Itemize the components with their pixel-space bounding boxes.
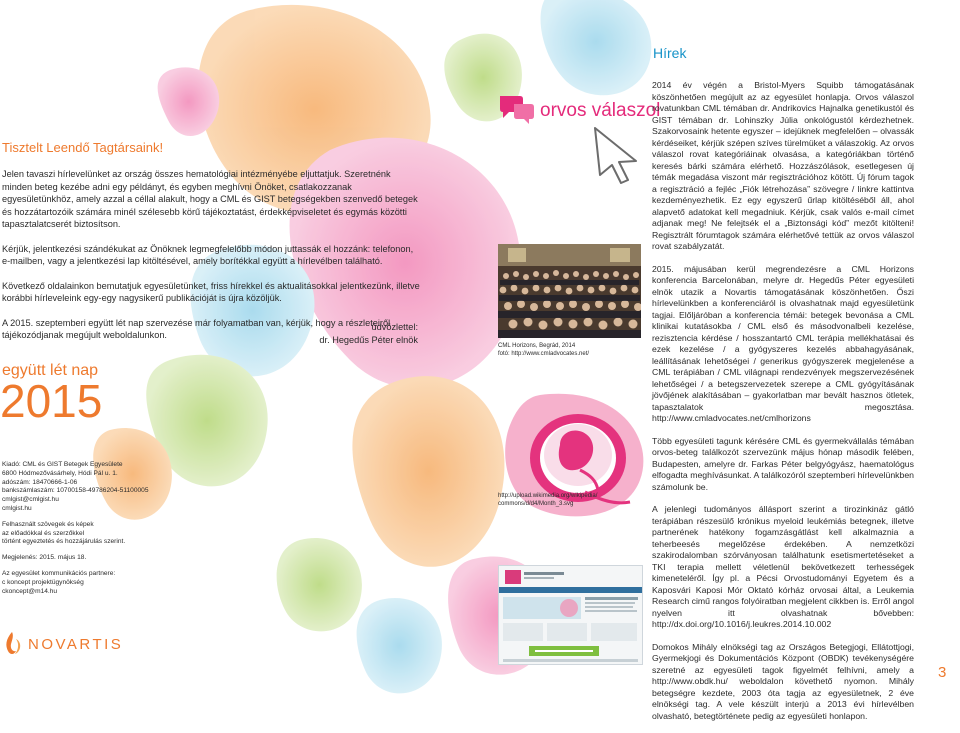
greeting-heading: Tisztelt Leendő Tagtársaink!: [2, 140, 164, 155]
illustration-source-link[interactable]: commons/d/d4/Month_3.svg: [498, 501, 574, 507]
blob-blue-top: [541, 0, 652, 95]
imprint-line: az előadókkal és szerzőkkel: [2, 529, 85, 537]
novartis-flame-icon: [2, 631, 22, 657]
intro-paragraph: Kérjük, jelentkezési szándékukat az Önöknek legmegfelelőbb módon juttassák el hozzánk: telefonon, e-mailben, vagy a jelentkezési lap kitöltésével, amely borítékkal együtt a hírlevélben található.: [2, 243, 414, 266]
novartis-wordmark: NOVARTIS: [28, 635, 124, 653]
signature-name: dr. Hegedűs Péter elnök: [319, 334, 418, 345]
imprint-published: Megjelenés: 2015. május 18.: [2, 554, 87, 562]
conference-group-photo: [498, 244, 641, 338]
news-paragraph: 2014 év végén a Bristol-Myers Squibb támogatásának köszönhetően megújult az az egyesület honlapja. Orvos válaszol rovatunkban CML témában dr. Andrikovics Hajnalka genetikustól és GIST témában dr. Lohinszky Júlia onkológustól kérdezhetnek. Szakorvosaink hetente egyszer – idejüknek megfelelően – olvassák kérdéseiket, kérjük szépen szíves türelmüket a válaszokig. Az orvos válaszol rovat kategóriáinak olvasása, a kategóriákban történő keresés bárki számára elérhető. Hozzászólások, esetlegesen új témák megadása viszont már regisztrációhoz kötött. Új fórum tagok a regisztráció a fejléc „Fiók létrehozása” szövegre / linkre kattintva kezdeményezhetik. Ez egy egyszerű űrlap kitöltéséből áll, ahol alapvető adatokat kell megadniuk. Kérjük, csak valós e-mail címet adjanak meg! Ne felejtsék el a „Biztonsági kód” mezőt kitölteni! Regisztrált fórumtagok számára elérhetővé tettük az orvos válaszol rovat szabályzatát.: [652, 80, 914, 251]
website-screenshot: [498, 565, 643, 665]
news-paragraph: Domokos Mihály elnökségi tag az Országos Betegjogi, Ellátottjogi, Gyermekjogi és Dokumentációs Központ (OBDK) tevékenységére szeretné az egyesületi tagok figyelmét felhívni, amely a http://www.obdk.hu/ weboldalon követhető nyomon. Mihály betegségre kezdete, 2003 óta tagja az egyesületnek, 2 éve elnökségi tag. A vele készült interjú a 2013 évi hírlevélben olvasható, betegtörténete pedig az egyesületi honlapon.: [652, 641, 914, 721]
imprint-line: bankszámlaszám: 10700158-49786204-51100005: [2, 487, 149, 495]
news-heading: Hírek: [653, 45, 687, 61]
page-number: 3: [938, 664, 947, 681]
imprint-line: történt egyeztetés és hozzájárulás szerint.: [2, 538, 126, 546]
signature-closing: üdvözlettel:: [371, 322, 418, 332]
photo-caption-source: fotó: http://www.cmladvocates.net/: [498, 351, 590, 357]
orvos-valaszol-title: orvos válaszol: [540, 100, 661, 121]
cursor-arrow-icon: [592, 125, 640, 185]
event-label: együtt lét nap: [2, 362, 99, 379]
photo-caption: [498, 342, 648, 358]
imprint-line: adószám: 18470666-1-06: [2, 478, 78, 486]
photo-caption-title: CML Horizons, Begrád, 2014: [498, 343, 576, 349]
imprint: [2, 461, 202, 596]
novartis-logo: [2, 631, 142, 657]
imprint-line: 6800 Hódmezővásárhely, Hódi Pál u. 1.: [2, 469, 118, 477]
blob-pink-topleft: [158, 67, 220, 136]
intro-paragraph: A 2015. szeptemberi együtt lét nap szervezése már folyamatban van, kérjük, hogy a részleteiről tájékozódjanak megújult weboldalunkon.: [2, 317, 391, 340]
imprint-line: Felhasznált szövegek és képek: [2, 520, 94, 528]
news-paragraph: Több egyesületi tagunk kérésére CML és gyermekvállalás témában orvos-beteg találkozót szervezünk május hónap második felében, Budapesten, amelyre dr. Farkas Péter belgyógyász, haematológus elfogadta meghívásunkat. A találkozóról szeptemberi hírlevelünkben számolunk be.: [652, 435, 914, 492]
blob-green-bottom: [277, 538, 362, 631]
illustration-source-link[interactable]: http://upload.wikimedia.org/wikipedia/: [498, 493, 598, 499]
imprint-line: c koncept projektügynökség: [2, 578, 84, 586]
news-paragraph: A jelenlegi tudományos állásport szerint a tirozinkináz gátló terápiában részesülő krónikus myeloid leukémiás betegnek, illetve partnerének hatékony fogamzásgátlást kell alkalmaznia a teherbeesés megelőzése érdekében. A nemzetközi szakirodalomban szórványosan találhatunk esetismertetéseket a TKI terapia mellett véletlenül bekövetkezett terhességek kimeneteléről. Így pl. a Pécsi Orvostudományi Egyetem és a Kaposvári Kaposi Mór Oktató kórház orvosai által, a Leukemia Research cimű rangos folyóiratban megjelent cikkben is. Erről angol nyelven itt olvashatnak bővebben: http://dx.doi.org/10.1016/j.leukres.2014.10.002: [652, 504, 914, 629]
imprint-email-link[interactable]: cmlgist@cmlgist.hu: [2, 496, 59, 504]
imprint-website-link[interactable]: cmlgist.hu: [2, 504, 32, 512]
illustration-caption: [498, 492, 648, 508]
imprint-line: Kiadó: CML és GIST Betegek Egyesülete: [2, 461, 123, 468]
imprint-line: Az egyesület kommunikációs partnere:: [2, 569, 116, 577]
news-column: [652, 80, 914, 733]
imprint-email-link[interactable]: ckoncept@m14.hu: [2, 587, 58, 595]
website-screenshot-graphic: [499, 566, 642, 664]
blob-blue-bottom: [357, 598, 442, 693]
intro-paragraph: Következő oldalainkon bemutatjuk egyesületünket, friss hírekkel és aktualitásokkal jelentkezünk, illetve korábbi hírleveleink egy-egy nagysikerű publikációját is újra közöljük.: [2, 280, 420, 303]
signature: [300, 321, 418, 346]
event-year: 2015: [0, 375, 103, 427]
blob-orange-bottom: [352, 376, 504, 567]
intro-paragraph: Jelen tavaszi hírlevelünket az ország összes hematológiai intézményébe eljuttatjuk. Szeretnénk minden beteg kezébe adni egy példányt, és egyben meghívni Önöket, csatlakozzanak egyesületünkhöz, amely azzal a céllal alakult, hogy a CML és GIST betegségekben szenvedő betegek és hozzátartozóik számára minél szélesebb körű tájékoztatást, érdekképviseletet és egymás közötti tapasztalatcserét biztosítson.: [2, 169, 418, 229]
chat-bubbles-icon: [498, 92, 536, 126]
news-paragraph: 2015. májusában kerül megrendezésre a CML Horizons konferencia Barcelonában, melyre dr. Hegedűs Péter egyesületi elnök utazik a Novartis támogatásának köszönhetően. Őszi hírlevelünkben a konferenciáról is olvashatnak majd egyesületünk tagjai. Előljáróban a konferencia témái: betegek bevonása a CML klinikai kutatásokba / CML első és másodvonalbeli kezelése, rezisztencia kérdése / hosszantartó CML terápia mellékhatásai és ezek kezelése / a gyógyszeres kezelés abbahagyásának, leállításának lehetőségei / generikus gyógyszerek megjelenése a CML terápiában / CML világnapi rendezvények megszervezésének lehetőségei / a betegszervezetek szerepe a CML gyógyításának jövőjének alakításában – gyakorlatban mar bevált hasznos ötletek, tapasztalatok megosztása. http://www.cmladvocates.net/cmlhorizons: [652, 263, 914, 423]
